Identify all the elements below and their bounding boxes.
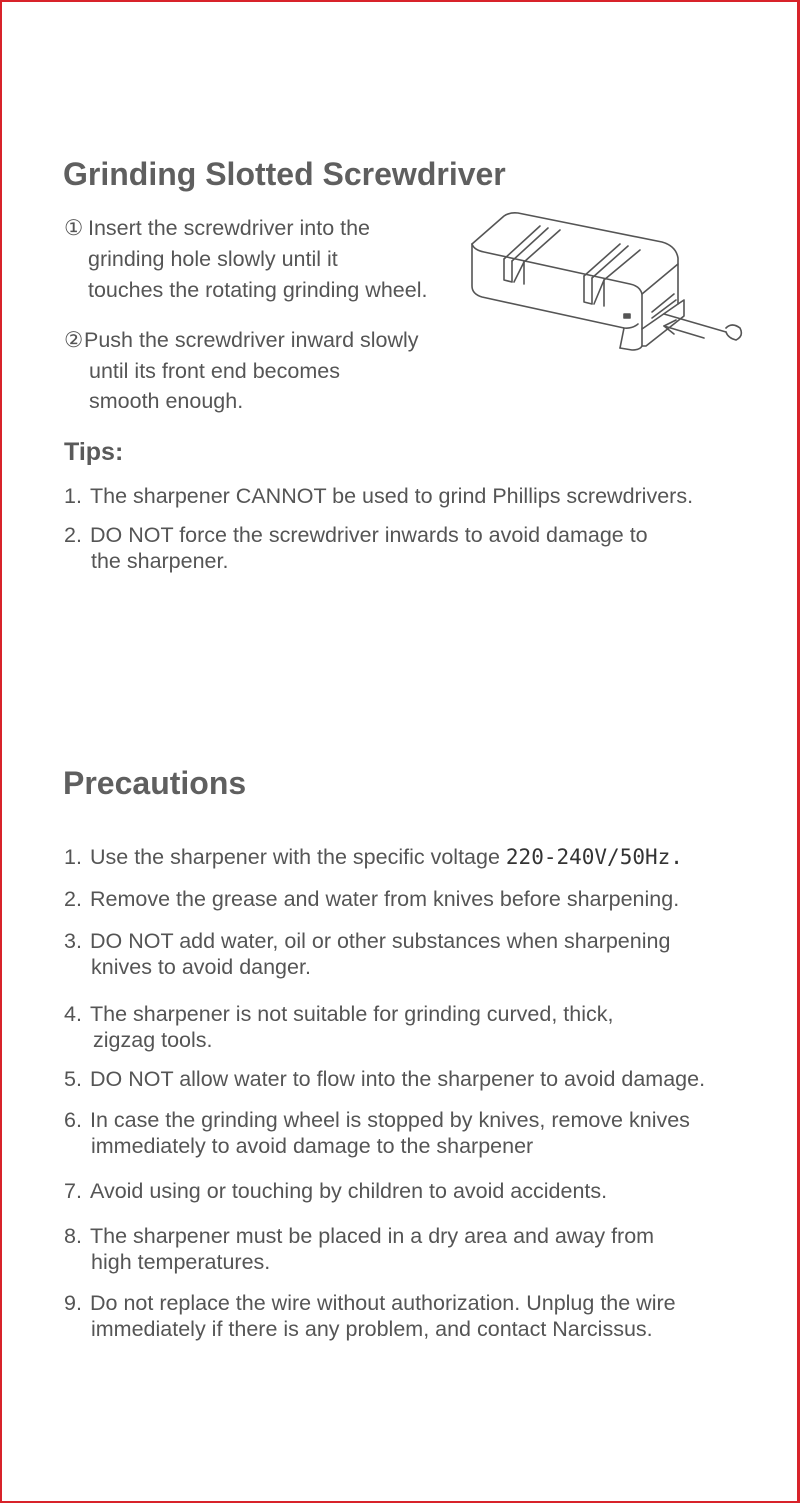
precaution-item	[64, 1107, 690, 1159]
precaution-item	[64, 886, 679, 912]
precaution-item	[64, 844, 683, 870]
precaution-4-text-line-2: zigzag tools.	[93, 1028, 213, 1052]
precaution-item	[64, 1223, 654, 1275]
step-1	[64, 213, 464, 306]
step-2	[64, 325, 464, 416]
precaution-3-text: DO NOT add water, oil or other substances when sharpening	[90, 929, 671, 953]
tip-1-number: 1.	[64, 484, 82, 508]
tip-1-text: The sharpener CANNOT be used to grind Phillips screwdrivers.	[90, 484, 694, 508]
precaution-8-text-line-2: high temperatures.	[91, 1250, 271, 1274]
precaution-9-text-line-2: immediately if there is any problem, and contact Narcissus.	[91, 1317, 653, 1341]
precaution-item	[64, 1290, 676, 1342]
tip-item	[64, 522, 648, 574]
precaution-6-number: 6.	[64, 1108, 82, 1132]
sharpener-illustration	[464, 204, 744, 364]
tip-2-number: 2.	[64, 523, 82, 547]
precaution-item	[64, 1001, 613, 1053]
section-title-precautions: Precautions	[63, 765, 247, 801]
precaution-2-number: 2.	[64, 887, 82, 911]
precaution-1-text: Use the sharpener with the specific voltage	[90, 845, 500, 869]
precaution-4-number: 4.	[64, 1002, 82, 1026]
step-1-line-1: Insert the screwdriver into the	[88, 216, 371, 240]
precaution-6-text: In case the grinding wheel is stopped by knives, remove knives	[90, 1108, 690, 1132]
precaution-item	[64, 1178, 607, 1204]
precaution-8-number: 8.	[64, 1224, 82, 1248]
precaution-9-text: Do not replace the wire without authorization. Unplug the wire	[90, 1291, 676, 1315]
voltage-value: 220-240V/50Hz.	[505, 845, 683, 869]
precaution-item	[64, 1066, 705, 1092]
precaution-3-number: 3.	[64, 929, 82, 953]
step-2-line-2: until its front end becomes	[89, 359, 340, 383]
precaution-7-number: 7.	[64, 1179, 82, 1203]
precaution-item	[64, 928, 670, 980]
step-1-line-2: grinding hole slowly until it	[88, 247, 338, 271]
step-1-line-3: touches the rotating grinding wheel.	[88, 278, 428, 302]
precaution-9-number: 9.	[64, 1291, 82, 1315]
precaution-2-text: Remove the grease and water from knives before sharpening.	[90, 887, 680, 911]
step-2-line-3: smooth enough.	[89, 389, 244, 413]
precaution-5-number: 5.	[64, 1067, 82, 1091]
precaution-7-text: Avoid using or touching by children to avoid accidents.	[90, 1179, 608, 1203]
precaution-4-text: The sharpener is not suitable for grinding curved, thick,	[90, 1002, 614, 1026]
step-2-line-1: Push the screwdriver inward slowly	[84, 328, 419, 352]
step-1-marker: ①	[64, 216, 84, 240]
tip-2-text-line-2: the sharpener.	[91, 549, 229, 573]
step-2-marker: ②	[64, 328, 84, 352]
tips-title: Tips:	[64, 438, 124, 466]
precaution-6-text-line-2: immediately to avoid damage to the sharpener	[91, 1134, 534, 1158]
section-title-grinding: Grinding Slotted Screwdriver	[63, 156, 506, 192]
precaution-3-text-line-2: knives to avoid danger.	[91, 955, 311, 979]
tip-item	[64, 483, 693, 509]
precaution-5-text: DO NOT allow water to flow into the sharpener to avoid damage.	[90, 1067, 706, 1091]
precaution-8-text: The sharpener must be placed in a dry area and away from	[90, 1224, 655, 1248]
precaution-1-number: 1.	[64, 845, 82, 869]
tip-2-text: DO NOT force the screwdriver inwards to avoid damage to	[90, 523, 648, 547]
